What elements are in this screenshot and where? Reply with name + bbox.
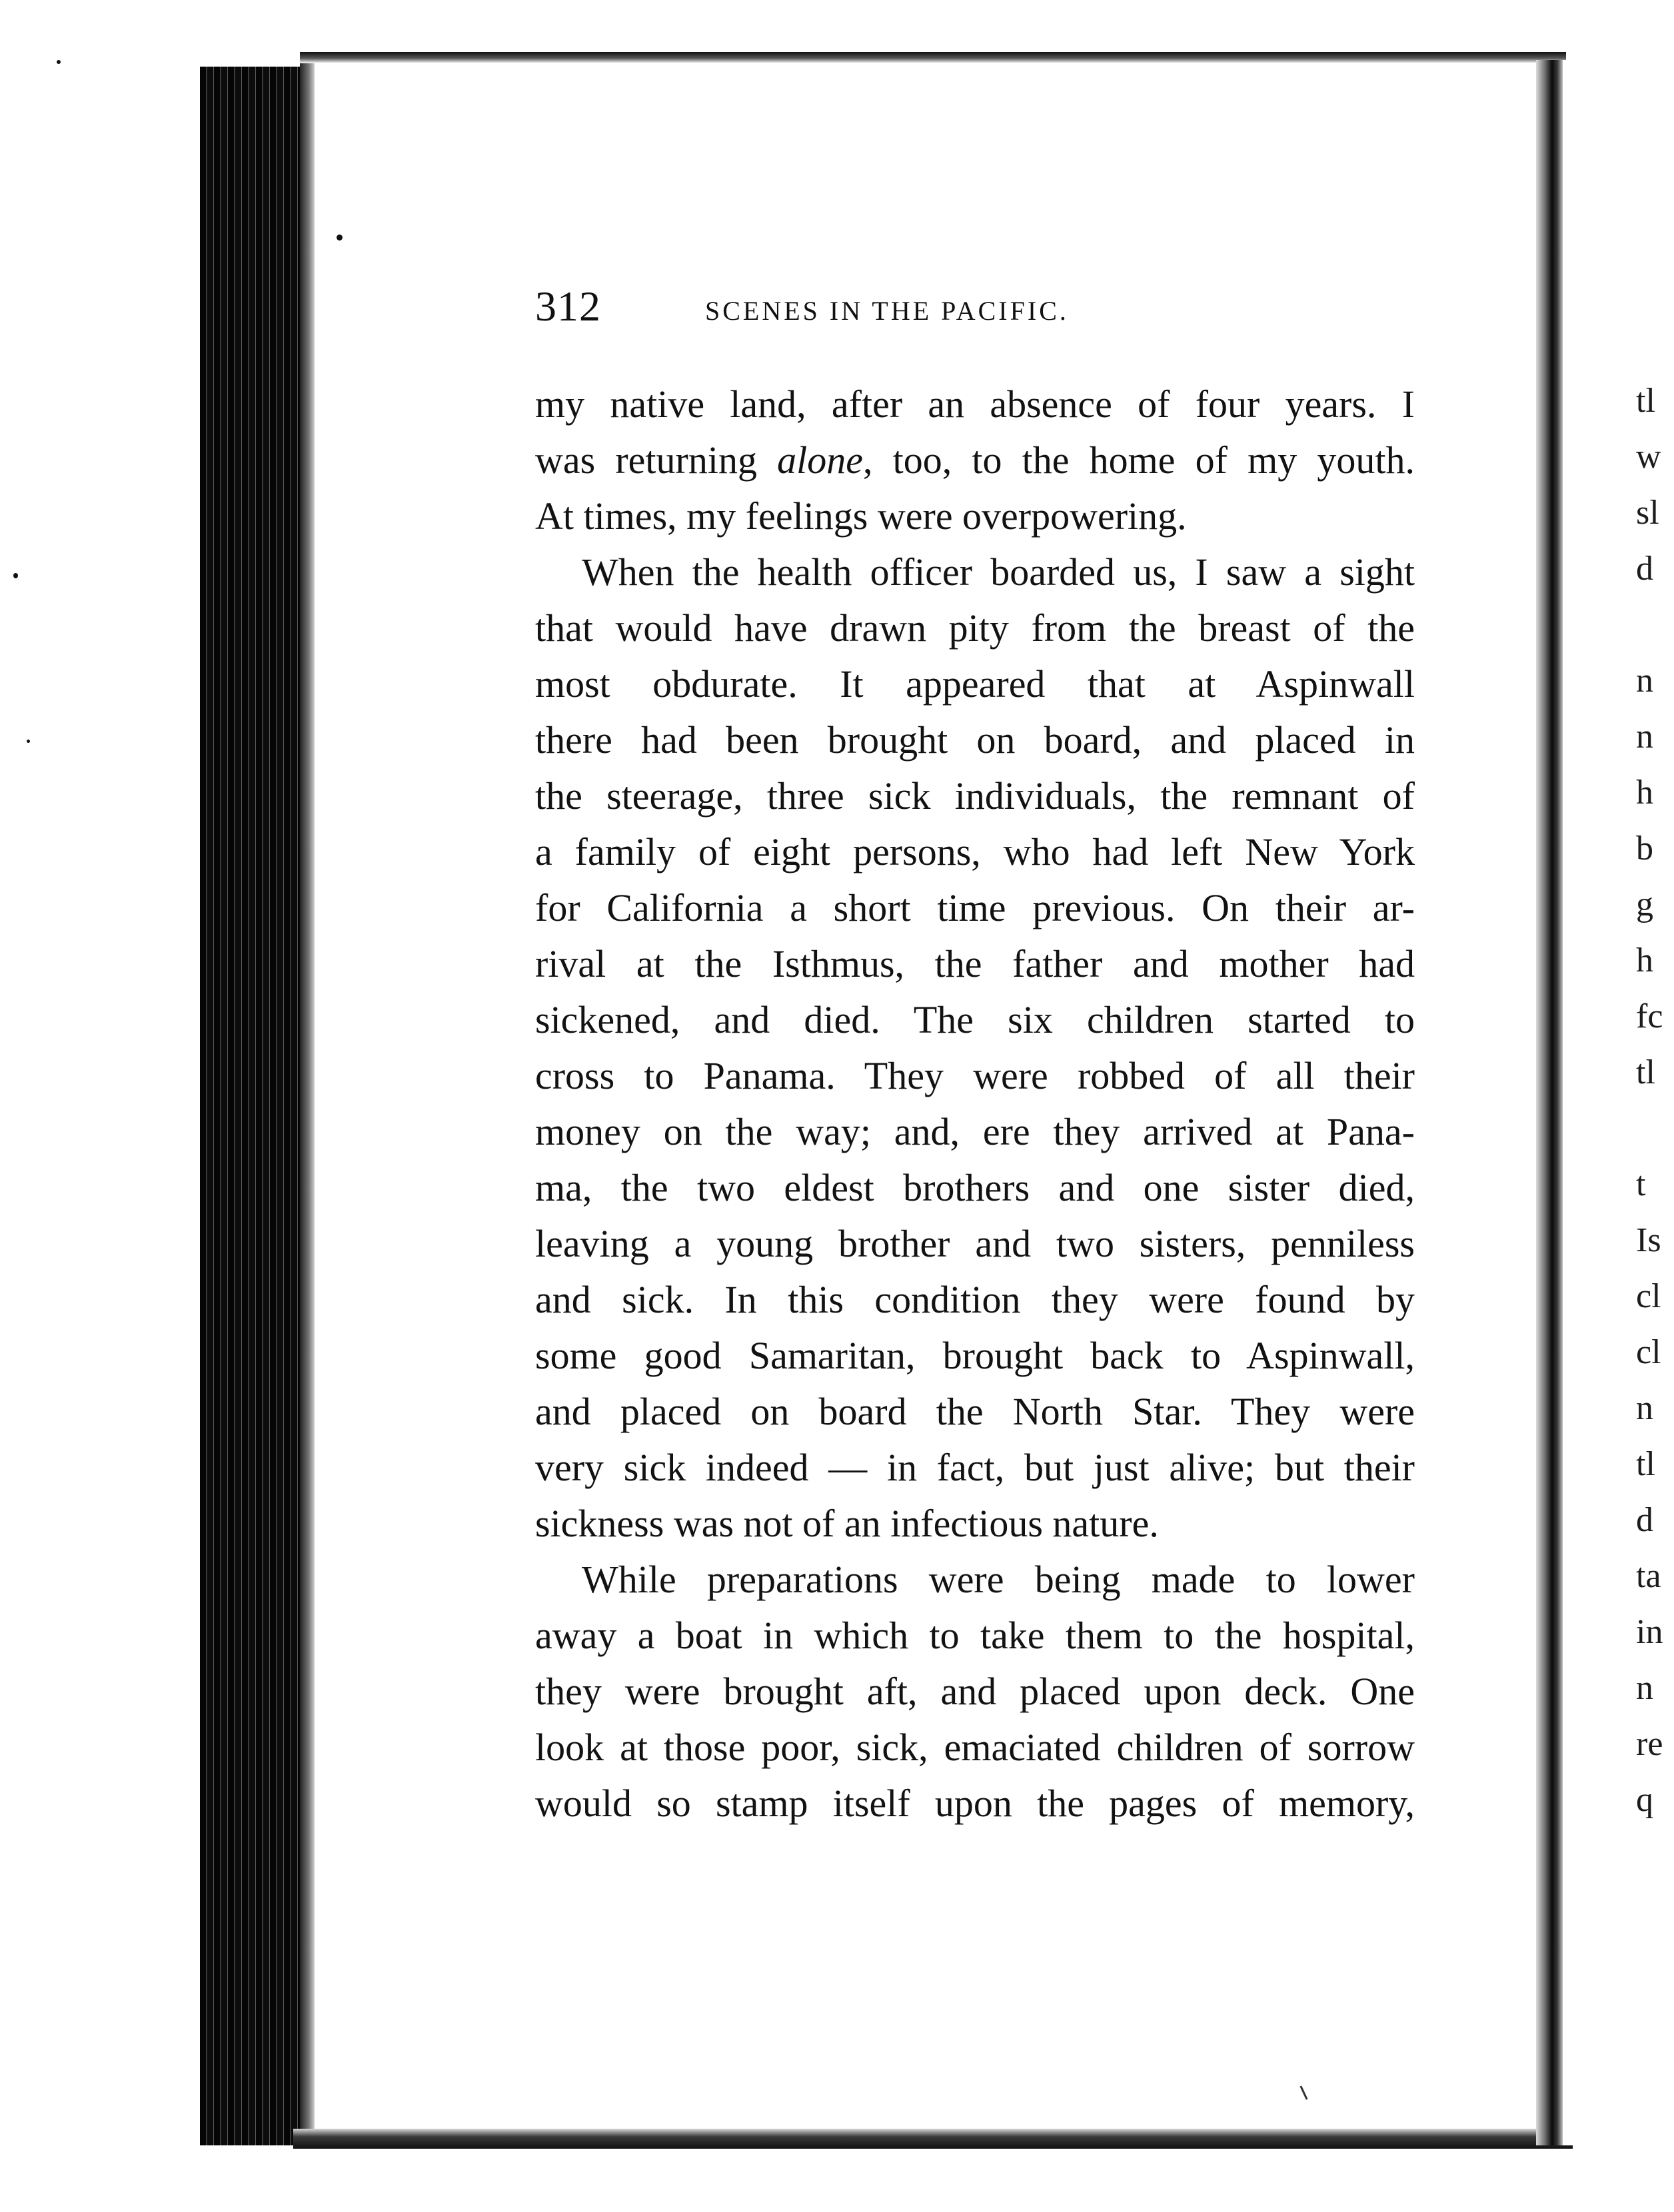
scan-speck — [27, 740, 30, 743]
book-spine-fold — [1536, 60, 1563, 2145]
paragraph-first-line: While preparations were being made to lower — [582, 1558, 1415, 1601]
facing-page-fragment: b — [1636, 830, 1653, 867]
text-line: the steerage, three sick individuals, the remnant of — [535, 774, 1415, 818]
text-line: and placed on board the North Star. They were — [535, 1390, 1415, 1433]
text-line: that would have drawn pity from the breast of the — [535, 606, 1415, 650]
facing-page-fragment: d — [1636, 1501, 1653, 1539]
text-line: they were brought aft, and placed upon deck. One — [535, 1670, 1415, 1713]
facing-page-fragment: h — [1636, 774, 1653, 812]
text-line: would so stamp itself upon the pages of memory, — [535, 1782, 1415, 1825]
top-page-shadow — [300, 52, 1566, 63]
facing-page-fragment: tl — [1636, 1053, 1655, 1091]
text-line: leaving a young brother and two sisters, penniless — [535, 1222, 1415, 1265]
facing-page-fragment: n — [1636, 1389, 1653, 1427]
italic-word: alone — [777, 438, 863, 482]
paragraph-first-line: When the health officer boarded us, I saw a sight — [582, 550, 1415, 594]
facing-page-fragment — [1636, 1101, 1674, 1157]
facing-page-letter-fragments — [1636, 373, 1674, 1828]
text-line: for California a short time previous. On their ar- — [535, 886, 1415, 929]
facing-page-fragment: q — [1636, 1781, 1653, 1819]
facing-page-fragment: Is — [1636, 1221, 1661, 1259]
text-line: At times, my feelings were overpowering. — [535, 494, 1187, 538]
page-number: 312 — [535, 282, 601, 330]
facing-page-fragment: h — [1636, 941, 1653, 979]
text-line: cross to Panama. They were robbed of all their — [535, 1054, 1415, 1097]
text-line: my native land, after an absence of four years. I — [535, 382, 1415, 426]
facing-page-fragment: fc — [1636, 997, 1663, 1035]
facing-page-fragment: n — [1636, 662, 1653, 700]
book-page — [313, 63, 1536, 2129]
scan-speck — [57, 60, 61, 64]
facing-page-fragment: n — [1636, 718, 1653, 756]
facing-page-fragment: re — [1636, 1725, 1663, 1763]
facing-page-fragment: cl — [1636, 1277, 1661, 1315]
text-line: and sick. In this condition they were found by — [535, 1278, 1415, 1321]
facing-page-fragment: n — [1636, 1669, 1653, 1707]
running-title: SCENES IN THE PACIFIC. — [705, 296, 1069, 326]
text-line: rival at the Isthmus, the father and mother had — [535, 942, 1415, 985]
facing-page-fragment: sl — [1636, 494, 1659, 532]
facing-page-fragment: t — [1636, 1165, 1646, 1203]
running-head — [535, 282, 1202, 342]
page-edge-dark-block — [200, 67, 313, 2145]
page-edge-fade — [300, 63, 315, 2149]
facing-page-fragment: in — [1636, 1613, 1663, 1651]
facing-page-fragment: w — [1636, 438, 1661, 476]
facing-page-fragment: d — [1636, 550, 1653, 588]
text-line: ma, the two eldest brothers and one sister died, — [535, 1166, 1415, 1209]
facing-page-fragment: tl — [1636, 382, 1655, 420]
text-line: away a boat in which to take them to the hospital, — [535, 1614, 1415, 1657]
facing-page-fragment: tl — [1636, 1445, 1655, 1483]
text-line: very sick indeed — in fact, but just alive; but their — [535, 1446, 1415, 1489]
text-line: a family of eight persons, who had left New York — [535, 830, 1415, 873]
text-line: was returning alone, too, to the home of my youth. — [535, 438, 1415, 482]
body-text — [535, 376, 1415, 1832]
scan-mark — [1299, 2085, 1307, 2099]
text-line: there had been brought on board, and placed in — [535, 718, 1415, 762]
facing-page-fragment — [1636, 597, 1674, 653]
facing-page-fragment: ta — [1636, 1557, 1661, 1595]
text-line: some good Samaritan, brought back to Aspinwall, — [535, 1334, 1415, 1377]
text-line: money on the way; and, ere they arrived at Pana- — [535, 1110, 1415, 1153]
facing-page-fragment: g — [1636, 885, 1653, 923]
facing-page-fragment: cl — [1636, 1333, 1661, 1371]
text-line: look at those poor, sick, emaciated children of sorrow — [535, 1726, 1415, 1769]
bottom-page-shadow — [293, 2129, 1573, 2149]
text-line: most obdurate. It appeared that at Aspinwall — [535, 662, 1415, 706]
text-line: sickness was not of an infectious nature. — [535, 1502, 1159, 1545]
scan-speck — [13, 573, 18, 578]
text-line: sickened, and died. The six children started to — [535, 998, 1415, 1041]
page-edge-stack — [0, 0, 313, 2212]
